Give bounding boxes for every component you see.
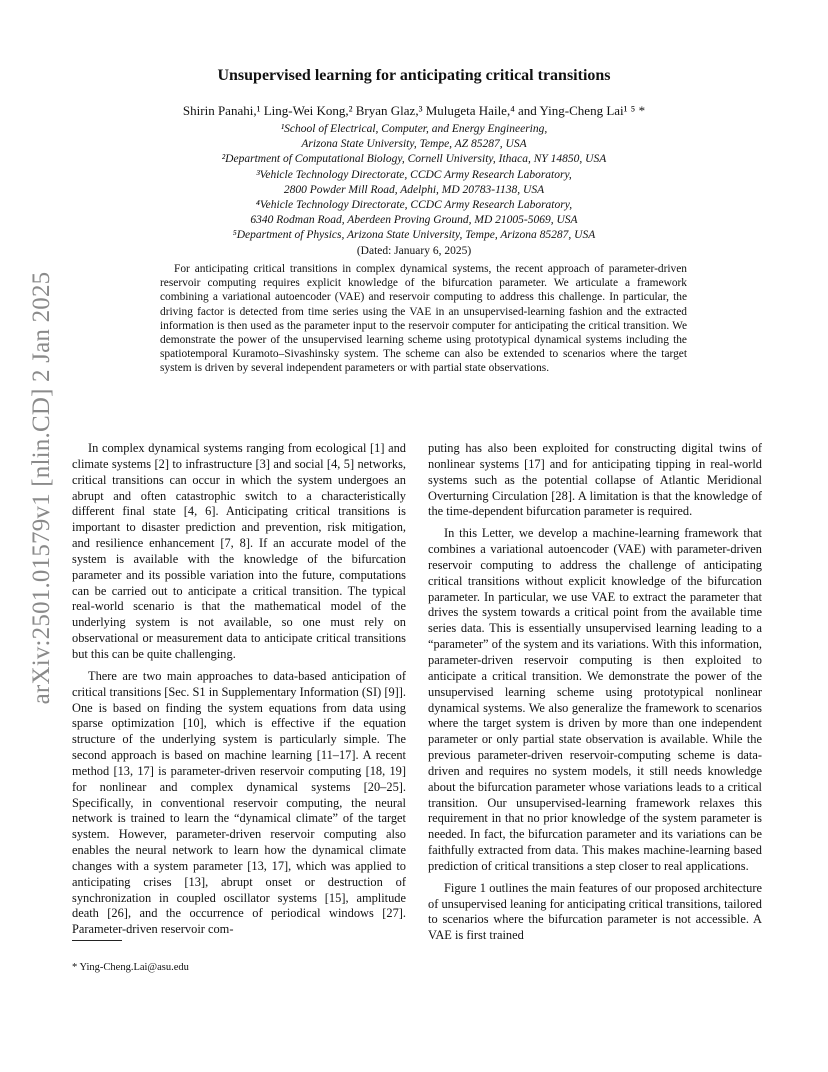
affiliation-line: Arizona State University, Tempe, AZ 85287, USA	[301, 138, 527, 151]
right-column	[428, 441, 762, 950]
footnote-rule	[72, 940, 122, 941]
affiliation-line: 6340 Rodman Road, Aberdeen Proving Ground, MD 21005-5069, USA	[250, 214, 578, 227]
author-list: Shirin Panahi,¹ Ling-Wei Kong,² Bryan Glaz,³ Mulugeta Haile,⁴ and Ying-Cheng Lai¹ ⁵ *	[182, 103, 646, 118]
affiliations	[0, 122, 828, 259]
affiliation-line: ⁵Department of Physics, Arizona State University, Tempe, Arizona 85287, USA	[232, 229, 596, 242]
affiliation-line: ⁴Vehicle Technology Directorate, CCDC Army Research Laboratory,	[255, 199, 573, 212]
paper-title: Unsupervised learning for anticipating critical transitions	[217, 67, 611, 84]
body-paragraph: puting has also been exploited for constructing digital twins of nonlinear systems [17] and for anticipating tipping in real-world systems such as the potential collapse of Atlantic Meridional Overturning Circulation [28]. A limitation is that the knowledge of the time-dependent bifurcation parameter is required.	[428, 441, 762, 519]
affiliation-line: ¹School of Electrical, Computer, and Energy Engineering,	[280, 123, 548, 135]
body-paragraph: There are two main approaches to data-based anticipation of critical transitions [Sec. S1 in Supplementary Information (SI) [9]]. One is based on finding the system equations from data using sparse optimization [10], which is effective if the equation structure of the underlying system is particularly simple. The second approach is based on machine learning [11–17]. A recent method [13, 17] is parameter-driven reservoir computing [18, 19] for nonlinear and complex dynamical systems [20–25]. Specifically, in conventional reservoir computing, the neural network is trained to learn the “dynamical climate” of the target system. However, parameter-driven reservoir computing also enables the neural network to learn how the dynamical climate changes with a system parameter [13, 17], which was applied to anticipating crises [13], abrupt onset or destruction of synchronization in coupled oscillator systems [15], amplitude death [26], and the occurrence of periodical windows [27]. Parameter-driven reservoir com-	[72, 668, 406, 937]
affiliation-line: ²Department of Computational Biology, Cornell University, Ithaca, NY 14850, USA	[221, 153, 607, 166]
affiliation-line: ³Vehicle Technology Directorate, CCDC Army Research Laboratory,	[256, 168, 572, 181]
arxiv-identifier: arXiv:2501.01579v1 [nlin.CD] 2 Jan 2025	[28, 271, 55, 705]
body-paragraph: In this Letter, we develop a machine-learning framework that combines a variational autoencoder (VAE) with parameter-driven reservoir computing to address the challenge of anticipating critical transitions without explicit knowledge of the bifurcation parameter. In particular, we use VAE to extract the parameter that drives the system towards a critical point from the available time series data. This is essentially unsupervised learning leading to a “parameter” of the system and its variations. With this information, parameter-driven reservoir computing is then exploited to anticipate a critical transition. We demonstrate the power of the unsupervised learning scheme using prototypical nonlinear dynamical systems. We also generalize the framework to scenarios where the target system is driven by more than one independent parameter or only partial state observation is available. While the previous parameter-driven reservoir-computing scheme is data-driven and requires no system models, it still needs knowledge about the bifurcation parameter whose variations leads to a critical transition. Our unsupervised-learning framework relaxes this requirement in that no prior knowledge of the system parameter is needed. In fact, the bifurcation parameter and its variations can be faithfully extracted from data. This makes machine-learning based prediction of critical transitions a step closer to real applications.	[428, 526, 762, 873]
arxiv-stamp	[22, 271, 62, 705]
left-column	[72, 441, 406, 944]
body-paragraph: In complex dynamical systems ranging from ecological [1] and climate systems [2] to infrastructure [3] and social [4, 5] networks, critical transitions can occur in which the system undergoes an abrupt and often catastrophic switch to a characteristically different final state [4, 6]. Anticipating critical transitions is important to disaster prediction and prevention, risk mitigation, and resilience enhancement [7, 8]. If an accurate model of the system is available with the knowledge of the bifurcation parameter and its possible variation into the future, computations can be carried out to anticipate a critical transition. The typical real-world scenario is that the mathematical model of the underlying system is not available, so one must rely on observational or measurement data to anticipate critical transitions but this can be quite challenging.	[72, 441, 406, 661]
corresponding-author-footnote: * Ying-Cheng.Lai@asu.edu	[72, 962, 189, 973]
affiliation-line: 2800 Powder Mill Road, Adelphi, MD 20783-1138, USA	[283, 183, 545, 196]
date-line: (Dated: January 6, 2025)	[356, 244, 472, 257]
abstract: For anticipating critical transitions in complex dynamical systems, the recent approach of parameter-driven reservoir computing requires explicit knowledge of the bifurcation parameter. We articulate a framework combining a variational autoencoder (VAE) and reservoir computing to address this challenge. In particular, the driving factor is detected from time series using the VAE in an unsupervised-learning fashion and the extracted information is then used as the parameter input to the reservoir computer for anticipating the critical transition. We demonstrate the power of the unsupervised learning scheme using prototypical dynamical systems including the spatiotemporal Kuramoto–Sivashinsky system. The scheme can also be extended to scenarios where the target system is driven by several independent parameters or with partial state observations.	[160, 263, 687, 375]
body-paragraph: Figure 1 outlines the main features of our proposed architecture of unsupervised leaning for anticipating critical transitions, tailored to scenarios where the bifurcation parameter is not accessible. A VAE is first trained	[428, 880, 762, 943]
